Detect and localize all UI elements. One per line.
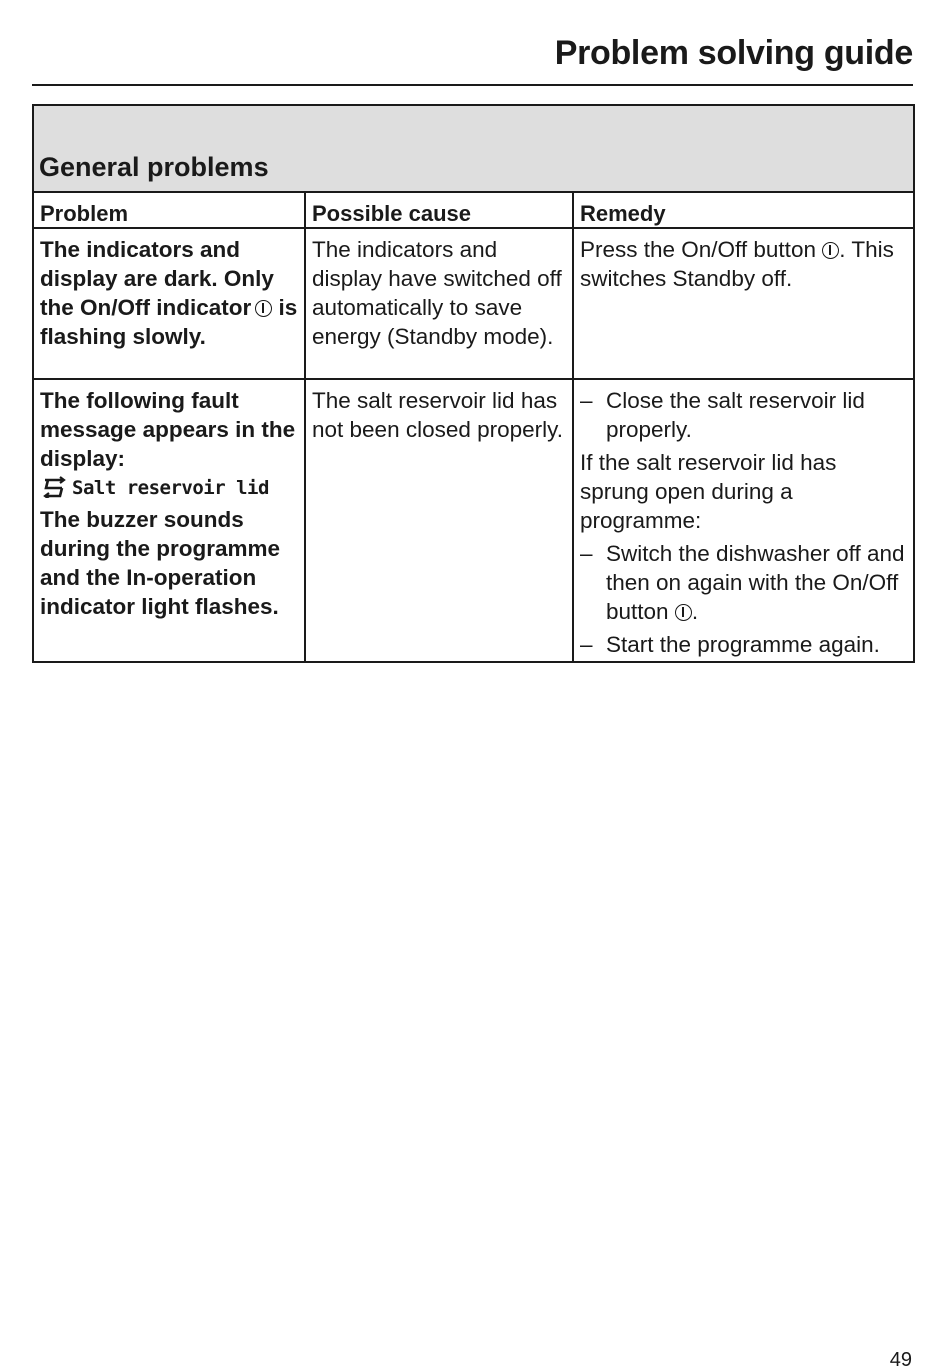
power-icon bbox=[822, 242, 839, 259]
salt-icon bbox=[42, 476, 68, 498]
display-message-text: Salt reservoir lid bbox=[72, 477, 269, 499]
list-item bbox=[580, 386, 907, 444]
remedy-cell bbox=[573, 379, 914, 662]
page-header bbox=[32, 30, 913, 86]
remedy-text: Press the On/Off button bbox=[580, 237, 816, 262]
section-header-row bbox=[33, 105, 914, 192]
remedy-step-text: Start the programme again. bbox=[606, 632, 880, 657]
power-icon bbox=[675, 604, 692, 621]
problem-cell bbox=[33, 228, 305, 379]
page-number: 49 bbox=[889, 1349, 912, 1371]
problem-text-tail: is flashing slowly. bbox=[40, 295, 298, 349]
column-header-row bbox=[33, 192, 914, 228]
column-header-problem: Problem bbox=[33, 192, 305, 228]
problem-intro: The following fault message appears in the display: bbox=[40, 388, 296, 471]
list-item bbox=[580, 630, 907, 659]
problem-more: The buzzer sounds during the programme and the In-operation indicator light flashes. bbox=[40, 507, 281, 619]
cause-text: The salt reservoir lid has not been closed properly. bbox=[312, 388, 563, 442]
table-row bbox=[33, 379, 914, 662]
problem-text: The indicators and display are dark. Only the On/Off indicator bbox=[40, 237, 274, 320]
problem-cell bbox=[33, 379, 305, 662]
remedy-steps-list bbox=[580, 386, 907, 444]
remedy-step-text: Close the salt reservoir lid properly. bbox=[606, 388, 865, 442]
cause-cell bbox=[305, 379, 573, 662]
remedy-text-tail: . This switches Standby off. bbox=[580, 237, 894, 291]
section-title: General problems bbox=[33, 105, 914, 192]
page-title: Problem solving guide bbox=[554, 34, 913, 72]
column-header-remedy: Remedy bbox=[573, 192, 914, 228]
remedy-steps-list bbox=[580, 539, 907, 659]
remedy-cell bbox=[573, 228, 914, 379]
cause-cell bbox=[305, 228, 573, 379]
list-item bbox=[580, 539, 907, 626]
display-message bbox=[42, 475, 298, 501]
remedy-step-tail: . bbox=[691, 599, 699, 624]
problem-table bbox=[32, 104, 915, 663]
remedy-step-text: Switch the dishwasher off and then on again with the On/Off button bbox=[606, 541, 905, 624]
remedy-paragraph: If the salt reservoir lid has sprung open during a programme: bbox=[580, 450, 837, 533]
column-header-cause: Possible cause bbox=[305, 192, 573, 228]
power-icon bbox=[255, 300, 272, 317]
cause-text: The indicators and display have switched off automatically to save energy (Standby mode). bbox=[312, 237, 562, 349]
table-row bbox=[33, 228, 914, 379]
